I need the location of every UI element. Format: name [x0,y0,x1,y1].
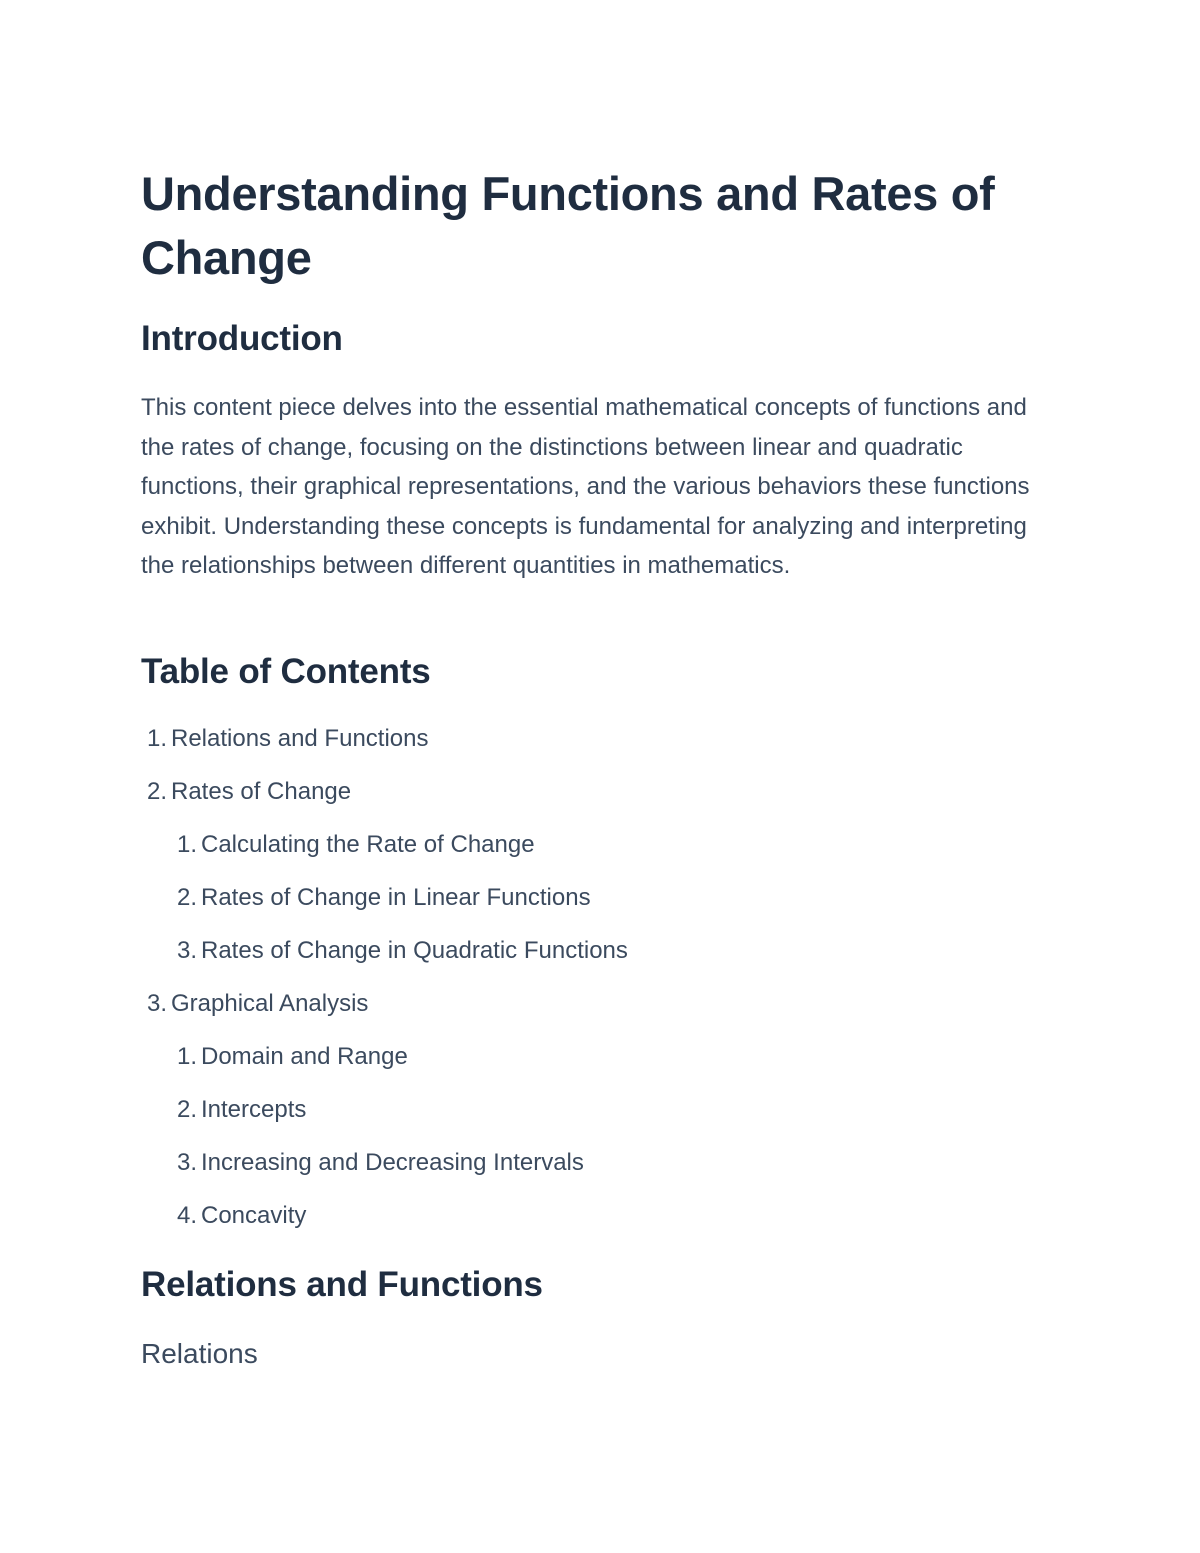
toc-item-increasing-decreasing [141,1142,1041,1195]
toc-item-number: 1. [176,831,197,858]
table-of-contents-heading: Table of Contents [141,652,431,691]
toc-item-number: 2. [176,884,197,911]
table-of-contents-list [141,718,1041,1248]
toc-item-label: Rates of Change in Quadratic Functions [201,937,628,964]
section-subheading: Relations [141,1338,258,1369]
toc-item-label: Calculating the Rate of Change [201,831,535,858]
toc-item-number: 2. [176,1096,197,1123]
section-heading: Relations and Functions [141,1265,543,1304]
document-title: Understanding Functions and Rates of Change [141,167,995,284]
toc-item-number: 3. [146,990,167,1017]
toc-item-number: 1. [176,1043,197,1070]
toc-item-intercepts [141,1089,1041,1142]
toc-item-number: 1. [146,725,167,752]
toc-item-label: Concavity [201,1202,307,1229]
toc-item-concavity [141,1195,1041,1248]
toc-item-label: Rates of Change [171,778,352,805]
toc-item-rates-of-change [141,771,1041,824]
toc-item-number: 4. [176,1202,197,1229]
toc-item-domain-and-range [141,1036,1041,1089]
toc-item-number: 3. [176,937,197,964]
toc-item-rates-quadratic [141,930,1041,983]
toc-item-relations-and-functions [141,718,1041,771]
toc-item-number: 3. [176,1149,197,1176]
toc-item-rates-linear [141,877,1041,930]
introduction-paragraph: This content piece delves into the essential mathematical concepts of functions and the rates of change, focusing on the distinctions between linear and quadratic functions, their graphical representations, and the various behaviors these functions exhibit. Understanding these concepts is fundamental for analyzing and interpreting the relationships between different quantities in mathematics. [141,394,1030,579]
toc-item-label: Relations and Functions [171,725,429,752]
toc-item-graphical-analysis [141,983,1041,1036]
toc-item-label: Graphical Analysis [171,990,369,1017]
toc-item-calculating-rate-of-change [141,824,1041,877]
toc-item-label: Domain and Range [201,1043,408,1070]
toc-item-label: Intercepts [201,1096,307,1123]
toc-item-label: Increasing and Decreasing Intervals [201,1149,584,1176]
introduction-heading: Introduction [141,319,343,358]
toc-item-number: 2. [146,778,167,805]
toc-item-label: Rates of Change in Linear Functions [201,884,591,911]
